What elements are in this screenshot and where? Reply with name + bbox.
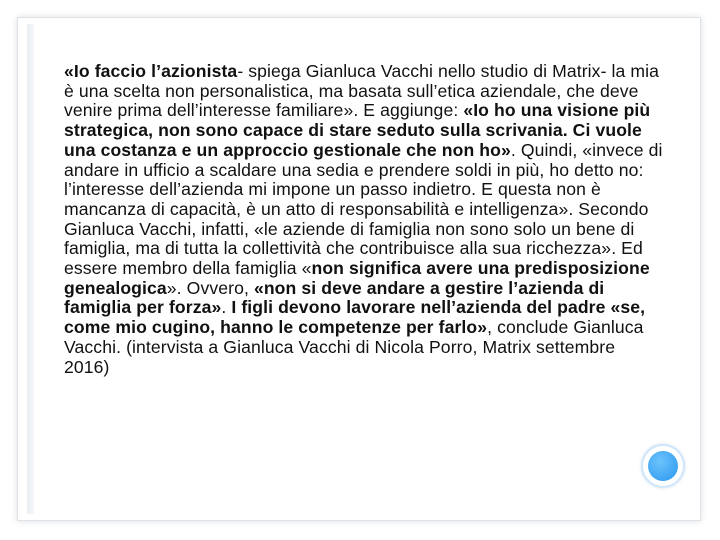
blue-circle-dot: [648, 451, 678, 481]
quote-paragraph: [64, 62, 664, 377]
quote-segment-8: .: [221, 297, 232, 318]
blue-circle-icon: [641, 444, 685, 488]
quote-segment-4: . Quindi, «invece di andare in ufficio a scaldare una sedia e prendere soldi in più, ho detto no: l’interesse dell’azienda mi impone un passo indietro. E questa non è mancanza di capacità, è un atto di responsabilità e intelligenza». Secondo Gianluca Vacchi, infatti, «le aziende di famiglia non sono solo un bene di famiglia, ma di tutta la collettività che contribuisce alla sua ricchezza». Ed essere membro della famiglia «: [64, 139, 663, 279]
quote-segment-6: ». Ovvero,: [166, 277, 254, 298]
quote-segment-bold-7: «non si deve andare a gestire l’azienda di famiglia per forza»: [64, 277, 605, 318]
quote-segment-10: , conclude Gianluca Vacchi. (intervista a Gianluca Vacchi di Nicola Porro, Matrix settembre 2016): [64, 317, 644, 377]
slide-left-bar: [27, 24, 34, 514]
quote-segment-bold-3: «Io ho una visione più strategica, non sono capace di stare seduto sulla scrivania. Ci vuole una costanza e un approccio gestionale che non ho»: [64, 100, 651, 160]
quote-segment-bold-5: non significa avere una predisposizione genealogica: [64, 258, 650, 298]
quote-segment-2: - spiega Gianluca Vacchi nello studio di Matrix- la mia è una scelta non personalistica, ma basata sull’etica aziendale, che deve venire prima dell’interesse familiare». E aggiunge:: [64, 61, 660, 121]
quote-segment-bold-1: «Io faccio l’azionista: [64, 61, 238, 81]
quote-segment-bold-9: I figli devono lavorare nell’azienda del padre «se, come mio cugino, hanno le competenze per farlo»: [64, 297, 646, 338]
